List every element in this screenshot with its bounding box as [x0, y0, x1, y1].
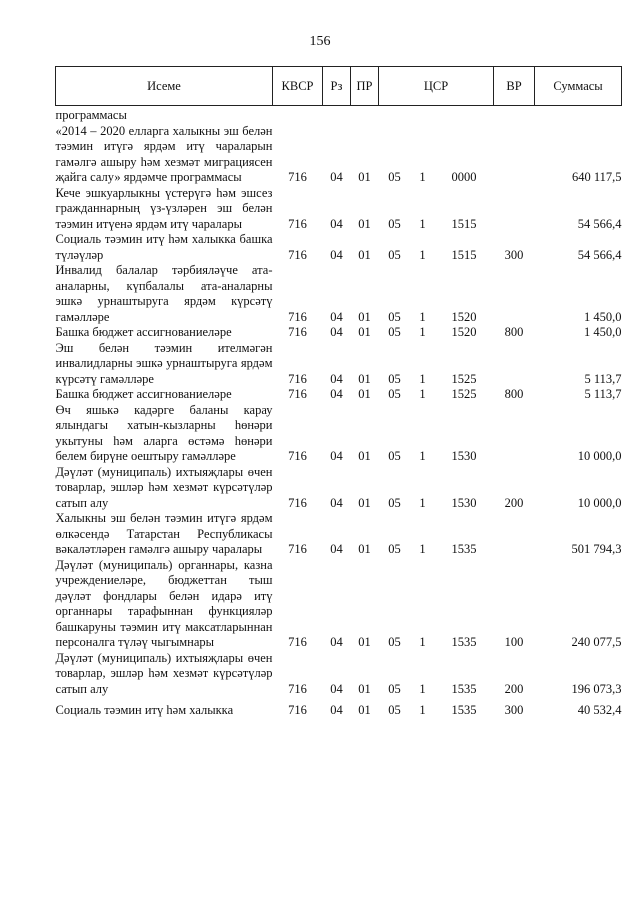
row-vr: 300	[504, 703, 524, 717]
row-csr-1: 05	[388, 542, 401, 556]
row-csr-3: 1520	[451, 325, 477, 339]
row-csr-3: 1535	[451, 703, 477, 717]
row-csr-2: 1	[419, 703, 426, 717]
row-csr-2: 1	[419, 325, 426, 339]
row-csr-1: 05	[388, 495, 401, 510]
row-csr-3	[435, 106, 494, 124]
row-name: Эш белән тәэмин ителмәгән инвалидларны эшкә урнаштыруга ярдәм күрсәтү гамәлләре	[55, 340, 273, 386]
row-name: Дәүләт (муниципаль) ихтыяҗлары өчен товарлар, эшләр һәм хезмәт күрсәтүләр сатып алу	[55, 650, 273, 696]
row-vr	[494, 106, 535, 124]
row-rz: 04	[330, 635, 343, 649]
row-sum: 10 000,0	[577, 449, 622, 463]
row-pr: 01	[358, 449, 371, 463]
row-sum: 640 117,5	[571, 170, 622, 184]
table-header-row	[56, 67, 622, 106]
row-csr-1: 05	[388, 309, 401, 324]
table-row	[56, 403, 622, 465]
row-rz: 04	[330, 170, 343, 184]
row-name: «2014 – 2020 елларга халыкны эш белән тәэмин итүгә ярдәм итү чараларын гамәлгә ашыру һәм хезмәт миграциясен җайга салу» ярдәмче программасы	[55, 123, 273, 184]
row-csr-1: 05	[388, 681, 401, 696]
row-sum: 1 450,0	[584, 309, 622, 324]
table-row	[56, 106, 622, 124]
row-csr-2: 1	[419, 449, 426, 463]
row-rz: 04	[330, 542, 343, 556]
table-row	[56, 341, 622, 388]
header-rz: Рз	[323, 67, 351, 106]
row-rz: 04	[330, 216, 343, 231]
row-csr-1: 05	[388, 703, 401, 717]
row-pr: 01	[358, 703, 371, 717]
row-name: Башка бюджет ассигнованиеләре	[55, 325, 232, 339]
row-rz: 04	[330, 703, 343, 717]
row-csr-3: 0000	[451, 170, 477, 184]
row-kvsr: 716	[288, 703, 307, 717]
row-sum: 501 794,3	[571, 542, 622, 556]
table-row	[56, 232, 622, 263]
row-name: Инвалид балалар тәрбияләүче ата-аналарны, күпбалалы ата-аналарны эшкә урнаштыруга ярдәм күрсәтү гамәлләре	[55, 263, 273, 324]
header-pr: ПР	[351, 67, 379, 106]
row-name: Дәүләт (муниципаль) ихтыяҗлары өчен товарлар, эшләр һәм хезмәт күрсәтүләр сатып алу	[55, 464, 273, 510]
row-rz: 04	[330, 247, 343, 262]
row-rz: 04	[330, 681, 343, 696]
row-sum: 54 566,4	[577, 247, 622, 262]
row-name: Халыкны эш белән тәэмин итүгә ярдәм өлкәсендә Татарстан Республикасы вәкаләтләрен гамәлгә ашыру чаралары	[55, 511, 273, 556]
row-csr-1: 05	[388, 216, 401, 231]
row-vr: 100	[504, 635, 524, 649]
row-vr: 200	[504, 681, 524, 696]
row-csr-2: 1	[419, 635, 426, 649]
row-pr: 01	[358, 387, 371, 401]
row-vr: 300	[504, 247, 524, 262]
row-vr: 800	[504, 325, 524, 339]
row-name: Социаль тәэмин итү һәм халыкка башка түләүләр	[55, 232, 273, 262]
row-csr-1: 05	[388, 247, 401, 262]
row-csr-3: 1535	[451, 635, 477, 649]
row-pr: 01	[358, 325, 371, 339]
header-name: Исеме	[56, 67, 273, 106]
header-vr: ВР	[494, 67, 535, 106]
row-sum: 196 073,3	[571, 681, 622, 696]
row-name: Кече эшкуарлыкны үстерүгә һәм эшсез гражданнарның үз-үзләрен эш белән тәэмин итүенә ярдәм итү чаралары	[55, 185, 273, 231]
row-csr-2: 1	[419, 387, 426, 401]
row-csr-1: 05	[388, 325, 401, 339]
row-rz: 04	[330, 309, 343, 324]
row-pr: 01	[358, 495, 371, 510]
row-csr-3: 1535	[451, 681, 477, 696]
table-row	[56, 186, 622, 233]
budget-table	[55, 66, 622, 719]
row-csr-1: 05	[388, 635, 401, 649]
row-sum: 5 113,7	[584, 371, 622, 386]
row-csr-1: 05	[388, 449, 401, 463]
row-kvsr: 716	[288, 495, 307, 510]
row-sum: 40 532,4	[577, 703, 622, 717]
row-csr-3: 1515	[451, 216, 477, 231]
row-kvsr: 716	[288, 170, 307, 184]
table-row	[56, 263, 622, 325]
row-vr	[494, 186, 535, 233]
row-csr-1: 05	[388, 387, 401, 401]
row-sum: 240 077,5	[571, 635, 622, 649]
table-row	[56, 651, 622, 698]
row-csr-3: 1530	[451, 449, 477, 463]
row-kvsr: 716	[288, 216, 307, 231]
row-kvsr: 716	[288, 681, 307, 696]
row-sum: 10 000,0	[577, 495, 622, 510]
header-kvsr: КВСР	[273, 67, 323, 106]
row-csr-2: 1	[419, 309, 426, 324]
table-row	[56, 511, 622, 558]
table-row	[56, 124, 622, 186]
row-rz	[323, 106, 351, 124]
row-sum: 54 566,4	[577, 216, 622, 231]
row-rz: 04	[330, 387, 343, 401]
row-name: Өч яшькә кадәрге баланы карау ялындагы хатын-кызларны һөнәри укытуны һәм аларга өстәмә һөнәри белем бирүне оештыру гамәлләре	[55, 402, 273, 463]
row-rz: 04	[330, 495, 343, 510]
row-csr-1: 05	[388, 371, 401, 386]
row-name: программасы	[55, 108, 127, 122]
row-vr: 200	[504, 495, 524, 510]
page-number: 156	[309, 34, 331, 49]
row-kvsr: 716	[288, 247, 307, 262]
row-csr-2: 1	[419, 681, 426, 696]
row-sum: 5 113,7	[584, 387, 622, 401]
row-sum	[535, 106, 622, 124]
row-kvsr	[273, 106, 323, 124]
row-kvsr: 716	[288, 449, 307, 463]
row-pr: 01	[358, 635, 371, 649]
row-csr-3: 1525	[451, 387, 477, 401]
table-row	[56, 387, 622, 403]
table-row	[56, 558, 622, 651]
row-csr-2: 1	[419, 495, 426, 510]
row-csr-1: 05	[388, 170, 401, 184]
row-vr	[494, 124, 535, 186]
row-csr-2: 1	[419, 216, 426, 231]
row-name: Дәүләт (муниципаль) органнары, казна учреждениеләре, бюджеттан тыш дәүләт фондлары белән идарә итү органнары тарафыннан функцияләр башкаруны тәэмин итү максатларыннан персоналга түләү чыгымнары	[55, 557, 273, 649]
row-csr-2: 1	[419, 542, 426, 556]
row-kvsr: 716	[288, 387, 307, 401]
row-pr: 01	[358, 681, 371, 696]
table-row	[56, 465, 622, 512]
row-kvsr: 716	[288, 635, 307, 649]
table-row	[56, 325, 622, 341]
row-csr-1	[379, 106, 411, 124]
row-kvsr: 716	[288, 309, 307, 324]
row-sum: 1 450,0	[584, 325, 622, 339]
row-csr-3: 1520	[451, 309, 477, 324]
row-csr-2: 1	[419, 371, 426, 386]
row-rz: 04	[330, 371, 343, 386]
row-kvsr: 716	[288, 325, 307, 339]
row-csr-3: 1525	[451, 371, 477, 386]
row-kvsr: 716	[288, 371, 307, 386]
row-rz: 04	[330, 449, 343, 463]
table-row	[56, 697, 622, 719]
row-vr	[494, 403, 535, 465]
header-sum: Суммасы	[535, 67, 622, 106]
row-pr: 01	[358, 371, 371, 386]
row-kvsr: 716	[288, 542, 307, 556]
row-csr-2	[411, 106, 435, 124]
row-csr-3: 1515	[451, 247, 477, 262]
row-csr-3: 1535	[451, 542, 477, 556]
row-pr	[351, 106, 379, 124]
row-name: Социаль тәэмин итү һәм халыкка	[55, 703, 234, 717]
header-tsr: ЦСР	[379, 67, 494, 106]
row-pr: 01	[358, 309, 371, 324]
row-vr: 800	[504, 387, 524, 401]
row-name: Башка бюджет ассигнованиеләре	[55, 387, 232, 401]
row-pr: 01	[358, 216, 371, 231]
row-pr: 01	[358, 542, 371, 556]
row-vr	[494, 341, 535, 388]
row-pr: 01	[358, 247, 371, 262]
row-pr: 01	[358, 170, 371, 184]
row-csr-2: 1	[419, 247, 426, 262]
row-vr	[494, 511, 535, 558]
row-csr-3: 1530	[451, 495, 477, 510]
row-csr-2: 1	[419, 170, 426, 184]
row-vr	[494, 263, 535, 325]
row-rz: 04	[330, 325, 343, 339]
